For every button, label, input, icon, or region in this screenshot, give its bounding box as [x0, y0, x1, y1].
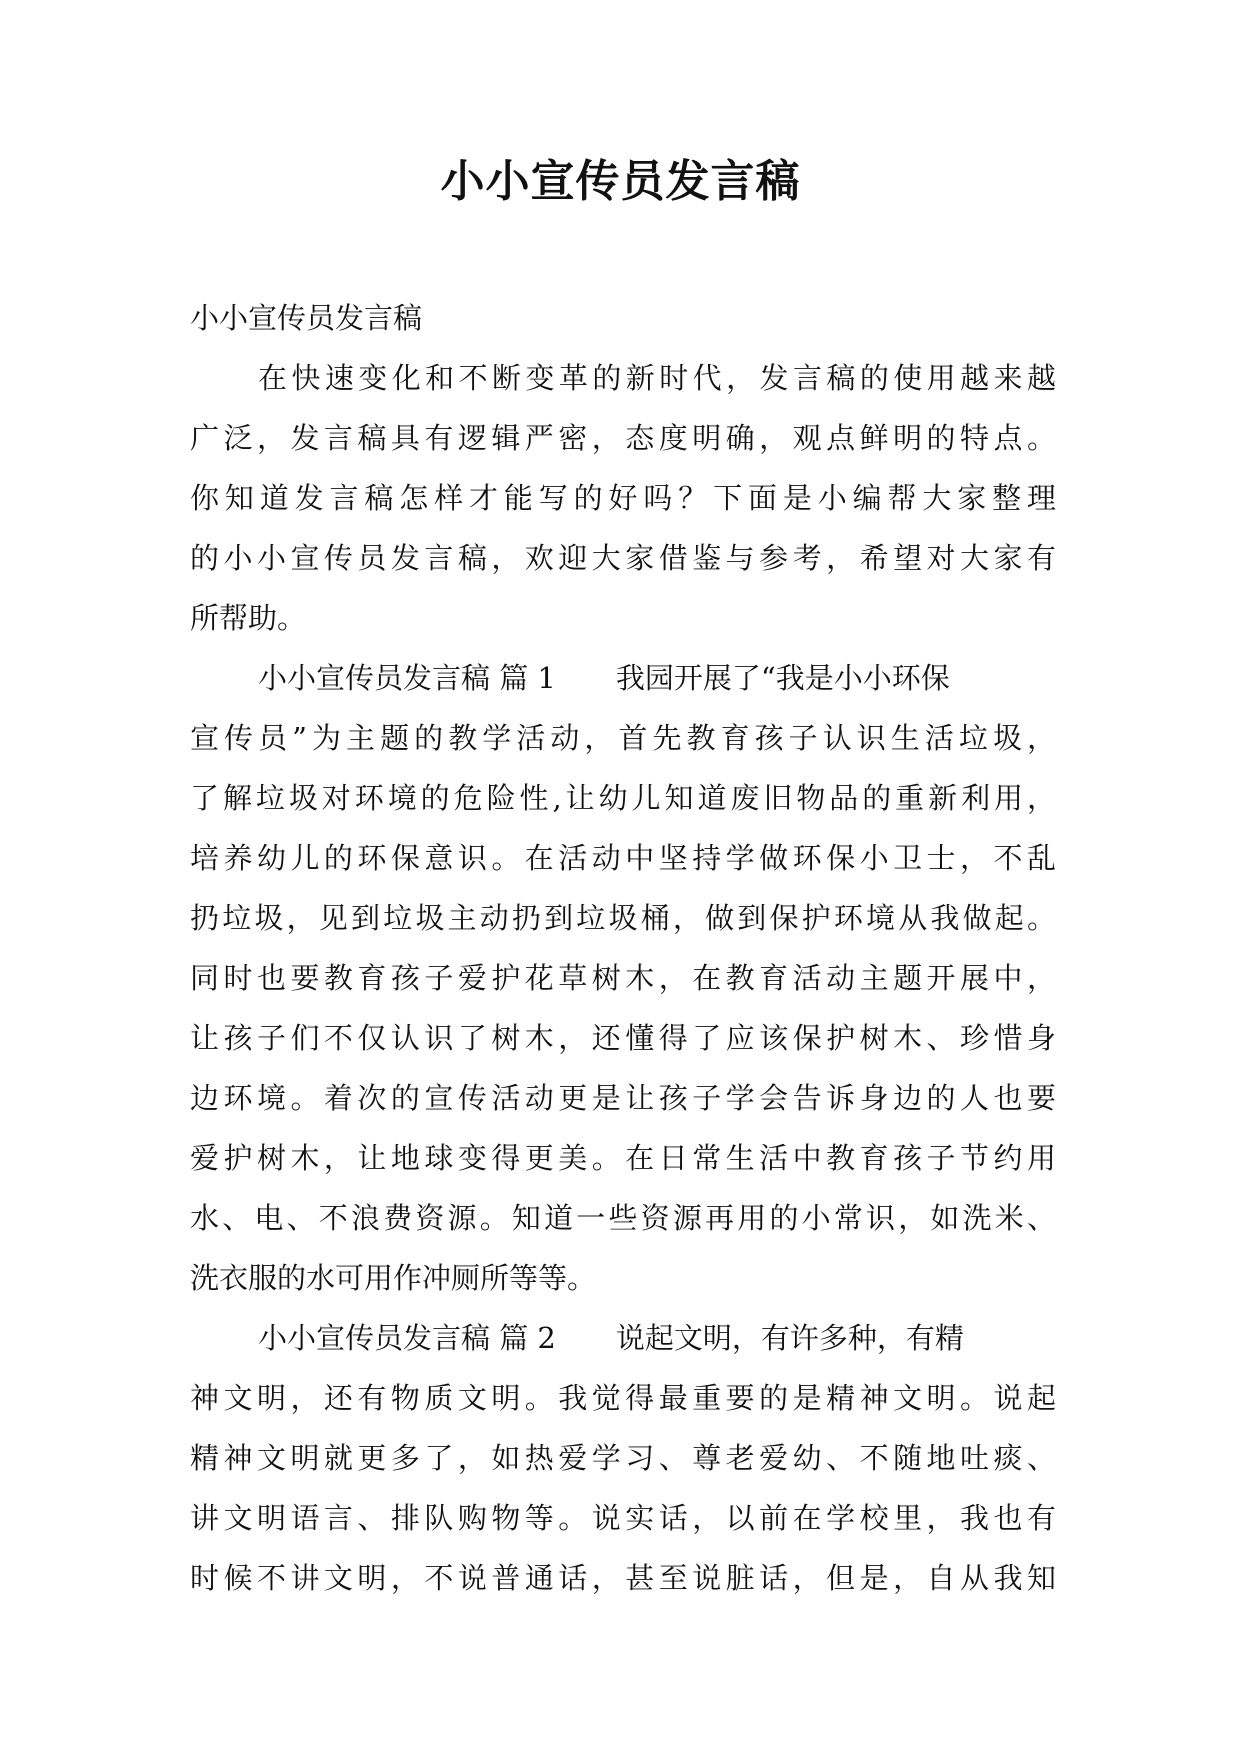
section-1-heading: 小小宣传员发言稿 篇 1 [258, 661, 556, 695]
section-1-line: 培养幼儿的环保意识。在活动中坚持学做环保小卫士，不乱 [190, 841, 1056, 875]
section-1-paragraph [190, 648, 1056, 1308]
section-1-line: 洗衣服的水可用作冲厕所等等。 [190, 1261, 597, 1295]
document-title: 小小宣传员发言稿 [440, 156, 801, 207]
document-body [190, 288, 1056, 1608]
section-2-line: 时候不讲文明，不说普通话，甚至说脏话，但是，自从我知 [190, 1561, 1056, 1595]
intro-line: 在快速变化和不断变革的新时代，发言稿的使用越来越 [258, 361, 1056, 395]
section-1-line: 宣传员”为主题的教学活动，首先教育孩子认识生活垃圾， [190, 721, 1056, 755]
section-1-first-text: 我园开展了“我是小小环保 [615, 661, 950, 695]
section-2-heading: 小小宣传员发言稿 篇 2 [258, 1321, 556, 1355]
section-1-line: 边环境。着次的宣传活动更是让孩子学会告诉身边的人也要 [190, 1081, 1056, 1115]
section-1-line: 了解垃圾对环境的危险性,让幼儿知道废旧物品的重新利用， [190, 781, 1056, 815]
section-2-line: 精神文明就更多了，如热爱学习、尊老爱幼、不随地吐痰、 [190, 1441, 1056, 1475]
document-subtitle: 小小宣传员发言稿 [190, 301, 423, 335]
section-1-line: 让孩子们不仅认识了树木，还懂得了应该保护树木、珍惜身 [190, 1021, 1056, 1055]
section-1-line: 同时也要教育孩子爱护花草树木，在教育活动主题开展中， [190, 961, 1056, 995]
section-1-line: 爱护树木，让地球变得更美。在日常生活中教育孩子节约用 [190, 1141, 1056, 1175]
section-2-line: 神文明，还有物质文明。我觉得最重要的是精神文明。说起 [190, 1381, 1056, 1415]
intro-paragraph [190, 348, 1056, 648]
section-2-first-text: 说起文明，有许多种，有精 [615, 1321, 964, 1355]
section-2-line: 讲文明语言、排队购物等。说实话，以前在学校里，我也有 [190, 1501, 1056, 1535]
section-1-line: 水、电、不浪费资源。知道一些资源再用的小常识，如洗米、 [190, 1201, 1056, 1235]
intro-line: 广泛，发言稿具有逻辑严密，态度明确，观点鲜明的特点。 [190, 421, 1056, 455]
intro-line: 的小小宣传员发言稿，欢迎大家借鉴与参考，希望对大家有 [190, 541, 1056, 575]
section-2-first-line [190, 1308, 1056, 1368]
section-1-first-line [190, 648, 1056, 708]
intro-line: 所帮助。 [190, 601, 307, 635]
intro-line: 你知道发言稿怎样才能写的好吗？下面是小编帮大家整理 [190, 481, 1056, 515]
section-1-line: 扔垃圾，见到垃圾主动扔到垃圾桶，做到保护环境从我做起。 [190, 901, 1056, 935]
section-2-paragraph [190, 1308, 1056, 1608]
